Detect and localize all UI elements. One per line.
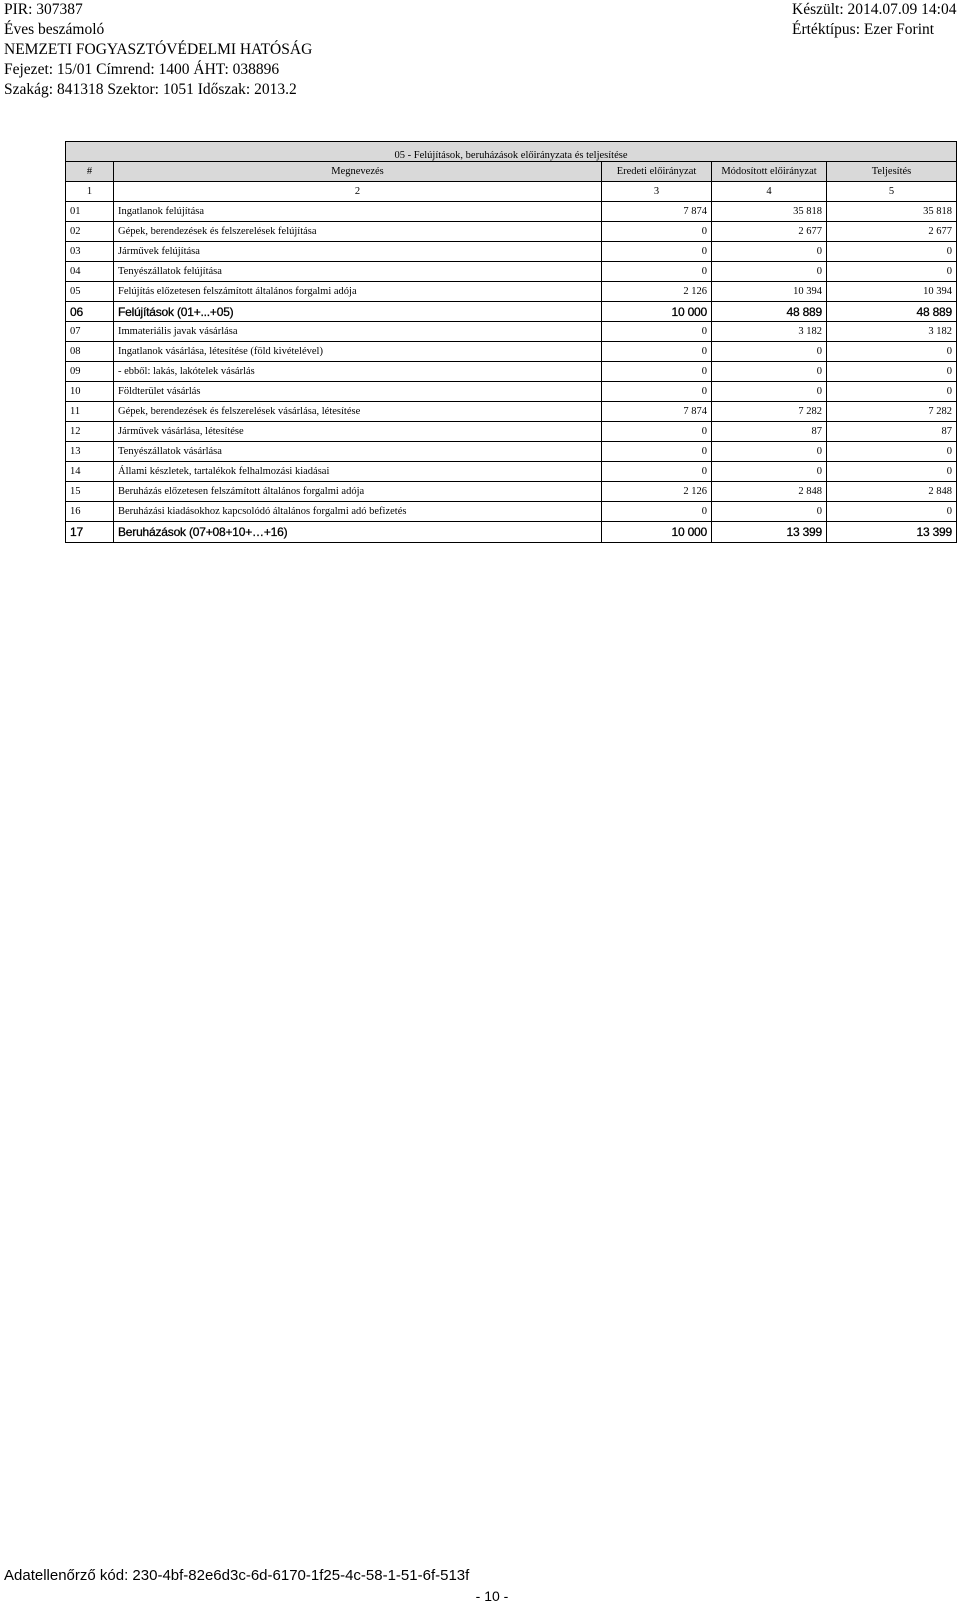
row-actual: 13 399 (827, 522, 957, 543)
table-row (66, 242, 957, 262)
column-header-row (66, 162, 957, 182)
row-name: Tenyészállatok felújítása (114, 262, 602, 282)
row-id: 01 (66, 202, 114, 222)
row-actual: 7 282 (827, 402, 957, 422)
row-modified: 0 (712, 242, 827, 262)
table-row (66, 502, 957, 522)
row-actual: 0 (827, 342, 957, 362)
row-modified: 13 399 (712, 522, 827, 543)
column-number: 4 (712, 182, 827, 202)
row-id: 16 (66, 502, 114, 522)
row-original: 0 (602, 222, 712, 242)
row-id: 14 (66, 462, 114, 482)
row-name: Immateriális javak vásárlása (114, 322, 602, 342)
column-number: 5 (827, 182, 957, 202)
table-row (66, 222, 957, 242)
row-name: Járművek vásárlása, létesítése (114, 422, 602, 442)
row-name: Beruházás előzetesen felszámított általános forgalmi adója (114, 482, 602, 502)
table-row (66, 442, 957, 462)
table-row (66, 282, 957, 302)
row-modified: 0 (712, 382, 827, 402)
row-name: Beruházási kiadásokhoz kapcsolódó általános forgalmi adó befizetés (114, 502, 602, 522)
row-id: 15 (66, 482, 114, 502)
column-number: 2 (114, 182, 602, 202)
row-modified: 48 889 (712, 302, 827, 322)
row-modified: 35 818 (712, 202, 827, 222)
row-actual: 35 818 (827, 202, 957, 222)
row-original: 0 (602, 462, 712, 482)
column-header-index: # (66, 162, 114, 182)
column-header-name: Megnevezés (114, 162, 602, 182)
row-name: Beruházások (07+08+10+…+16) (114, 522, 602, 543)
column-header-actual: Teljesítés (827, 162, 957, 182)
row-original: 7 874 (602, 402, 712, 422)
row-modified: 2 677 (712, 222, 827, 242)
row-actual: 0 (827, 442, 957, 462)
row-actual: 0 (827, 382, 957, 402)
table-title-row (66, 142, 957, 162)
row-name: Járművek felújítása (114, 242, 602, 262)
row-id: 13 (66, 442, 114, 462)
row-actual: 0 (827, 502, 957, 522)
row-actual: 0 (827, 262, 957, 282)
row-name: - ebből: lakás, lakótelek vásárlás (114, 362, 602, 382)
column-header-modified: Módosított előirányzat (712, 162, 827, 182)
row-modified: 0 (712, 362, 827, 382)
row-id: 10 (66, 382, 114, 402)
column-number-row (66, 182, 957, 202)
row-name: Ingatlanok vásárlása, létesítése (föld kivételével) (114, 342, 602, 362)
row-original: 0 (602, 322, 712, 342)
row-original: 2 126 (602, 482, 712, 502)
row-original: 2 126 (602, 282, 712, 302)
row-modified: 2 848 (712, 482, 827, 502)
pir-number: PIR: 307387 (4, 1, 83, 18)
row-actual: 0 (827, 362, 957, 382)
institution-name: NEMZETI FOGYASZTÓVÉDELMI HATÓSÁG (4, 41, 313, 58)
row-original: 10 000 (602, 522, 712, 543)
row-name: Gépek, berendezések és felszerelések felújítása (114, 222, 602, 242)
row-name: Ingatlanok felújítása (114, 202, 602, 222)
row-modified: 7 282 (712, 402, 827, 422)
row-modified: 0 (712, 462, 827, 482)
table-row (66, 382, 957, 402)
row-id: 04 (66, 262, 114, 282)
row-name: Tenyészállatok vásárlása (114, 442, 602, 462)
row-actual: 3 182 (827, 322, 957, 342)
row-id: 07 (66, 322, 114, 342)
row-id: 11 (66, 402, 114, 422)
row-original: 0 (602, 242, 712, 262)
row-original: 10 000 (602, 302, 712, 322)
row-actual: 2 677 (827, 222, 957, 242)
table-row (66, 202, 957, 222)
row-original: 0 (602, 442, 712, 462)
row-original: 0 (602, 342, 712, 362)
row-actual: 0 (827, 462, 957, 482)
row-modified: 10 394 (712, 282, 827, 302)
table-title: 05 - Felújítások, beruházások előirányzata és teljesítése (66, 142, 957, 162)
row-modified: 0 (712, 502, 827, 522)
row-name: Felújítások (01+...+05) (114, 302, 602, 322)
table-row (66, 262, 957, 282)
table-row (66, 402, 957, 422)
column-header-original: Eredeti előirányzat (602, 162, 712, 182)
row-name: Földterület vásárlás (114, 382, 602, 402)
row-original: 7 874 (602, 202, 712, 222)
row-modified: 87 (712, 422, 827, 442)
row-actual: 87 (827, 422, 957, 442)
row-name: Állami készletek, tartalékok felhalmozási kiadásai (114, 462, 602, 482)
report-header-right (792, 0, 956, 40)
row-original: 0 (602, 362, 712, 382)
row-id: 05 (66, 282, 114, 302)
table-row (66, 462, 957, 482)
created-timestamp: Készült: 2014.07.09 14:04 (792, 1, 957, 18)
table-row (66, 422, 957, 442)
page-number: - 10 - (475, 1588, 509, 1604)
row-id: 12 (66, 422, 114, 442)
sector-period-info: Szakág: 841318 Szektor: 1051 Időszak: 2013.2 (4, 81, 297, 98)
row-actual: 2 848 (827, 482, 957, 502)
row-modified: 0 (712, 442, 827, 462)
budget-table (65, 141, 957, 543)
validation-code: Adatellenőrző kód: 230-4bf-82e6d3c-6d-6170-1f25-4c-58-1-51-6f-513f (4, 1567, 470, 1584)
table-row (66, 302, 957, 322)
value-type: Értéktípus: Ezer Forint (792, 21, 935, 38)
row-name: Gépek, berendezések és felszerelések vásárlása, létesítése (114, 402, 602, 422)
row-id: 06 (66, 302, 114, 322)
row-actual: 0 (827, 242, 957, 262)
column-number: 1 (66, 182, 114, 202)
row-original: 0 (602, 502, 712, 522)
row-actual: 10 394 (827, 282, 957, 302)
table-row (66, 322, 957, 342)
row-actual: 48 889 (827, 302, 957, 322)
row-modified: 0 (712, 342, 827, 362)
table-row (66, 362, 957, 382)
row-id: 09 (66, 362, 114, 382)
row-name: Felújítás előzetesen felszámított általános forgalmi adója (114, 282, 602, 302)
row-modified: 3 182 (712, 322, 827, 342)
row-id: 17 (66, 522, 114, 543)
table-row (66, 342, 957, 362)
table-row (66, 482, 957, 502)
report-type: Éves beszámoló (4, 21, 105, 38)
report-header-left (4, 0, 312, 100)
row-id: 03 (66, 242, 114, 262)
table-row (66, 522, 957, 543)
column-number: 3 (602, 182, 712, 202)
row-original: 0 (602, 422, 712, 442)
row-id: 08 (66, 342, 114, 362)
row-modified: 0 (712, 262, 827, 282)
row-original: 0 (602, 382, 712, 402)
chapter-info: Fejezet: 15/01 Címrend: 1400 ÁHT: 038896 (4, 61, 280, 78)
row-original: 0 (602, 262, 712, 282)
row-id: 02 (66, 222, 114, 242)
